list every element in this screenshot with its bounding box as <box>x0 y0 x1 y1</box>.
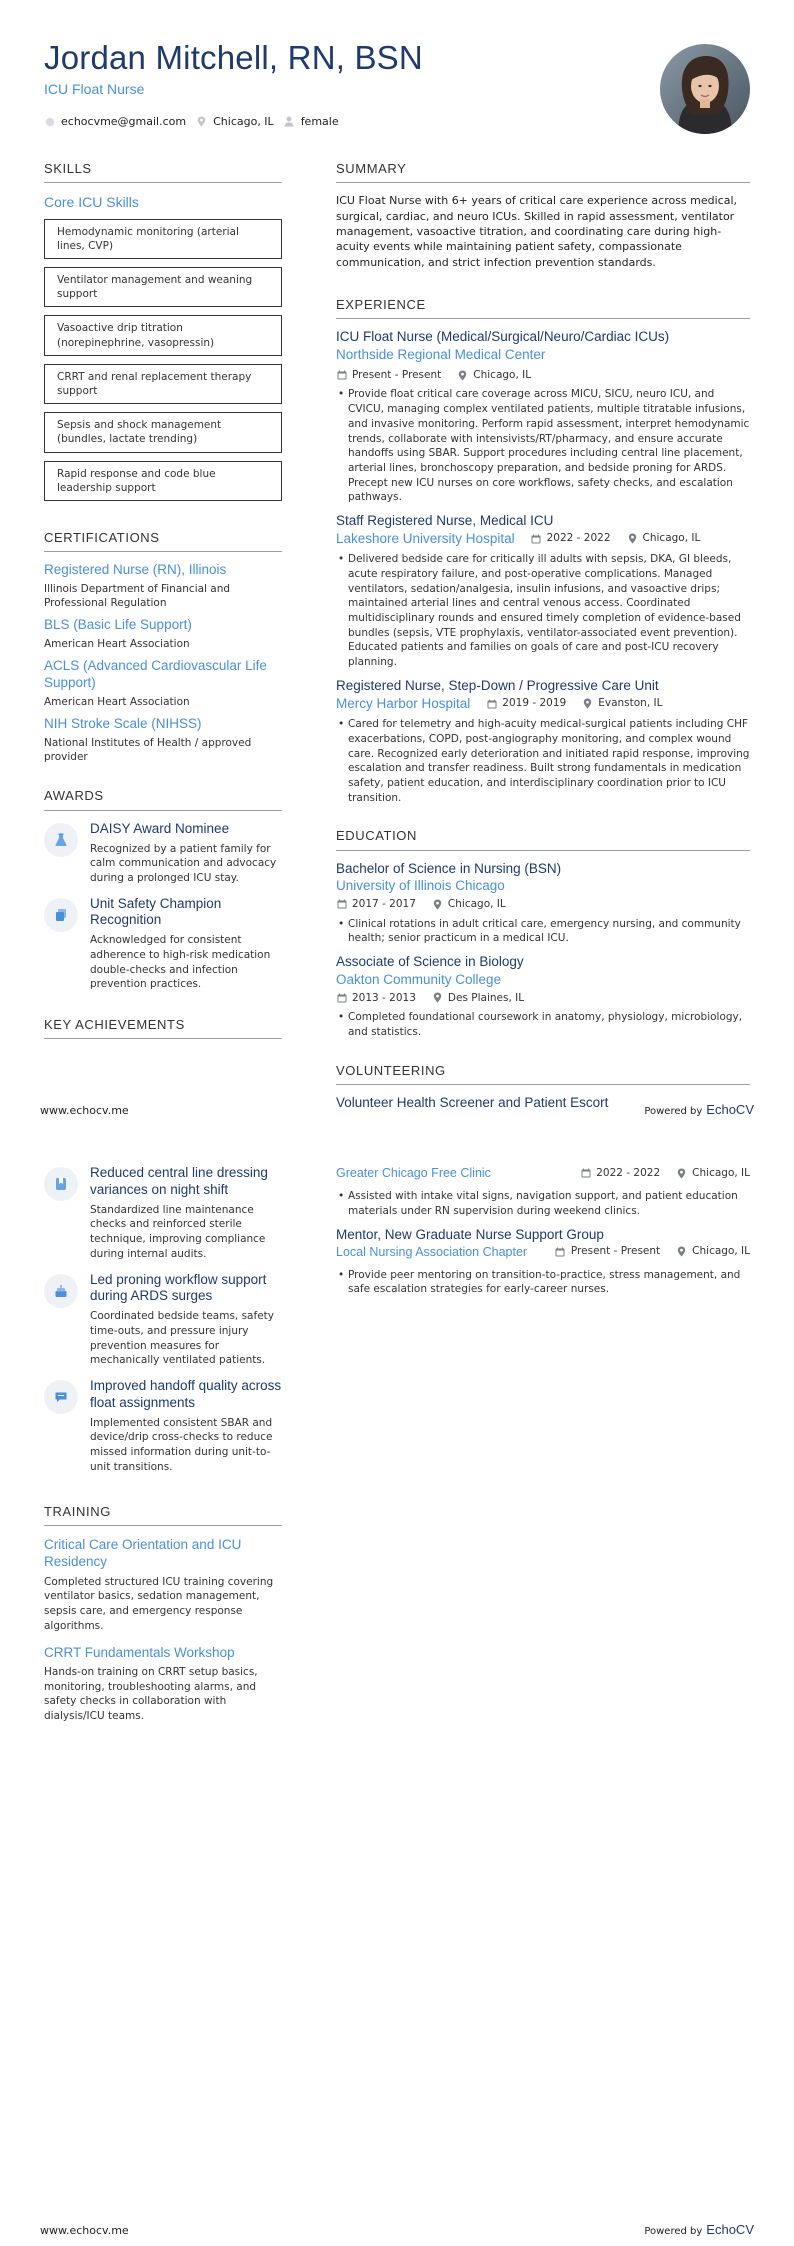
experience-item <box>336 678 750 806</box>
job-location <box>457 368 531 383</box>
volunteering-heading: VOLUNTEERING <box>336 1062 750 1085</box>
job-dates <box>531 531 611 546</box>
certifications-heading: CERTIFICATIONS <box>44 529 282 552</box>
award-desc: Acknowledged for consistent adherence to high-risk medication double-checks and infection prevention practices. <box>90 934 271 991</box>
skills-heading: SKILLS <box>44 160 282 183</box>
school-name: Oakton Community College <box>336 971 502 987</box>
resume-page-2 <box>0 1123 794 2246</box>
job-meta <box>486 696 662 711</box>
bookmark-icon <box>44 1167 78 1201</box>
achievement-desc: Coordinated bedside teams, safety time-outs, and pressure injury prevention measures for mechanically ventilated patients. <box>90 1310 274 1367</box>
candidate-name: Jordan Mitchell, RN, BSN <box>44 39 423 76</box>
education-location <box>432 897 506 912</box>
calendar-icon <box>486 698 497 709</box>
education-item <box>336 861 750 946</box>
location-pin-icon <box>196 116 207 127</box>
volunteer-dates <box>580 1166 660 1181</box>
education-item <box>336 954 750 1039</box>
right-column <box>336 160 750 1112</box>
job-company-row <box>336 530 750 548</box>
training-name: Critical Care Orientation and ICU Residency <box>44 1536 242 1570</box>
job-location-text: Chicago, IL <box>642 532 701 545</box>
at-icon <box>44 116 55 127</box>
experience-item <box>336 329 750 505</box>
left-column <box>44 160 282 1049</box>
cert-org: National Institutes of Health / approved provider <box>44 737 252 764</box>
achievement-title: Improved handoff quality across float assignments <box>90 1378 282 1410</box>
volunteer-item <box>336 1165 750 1219</box>
footer-powered <box>644 1101 754 1119</box>
education-heading: EDUCATION <box>336 827 750 850</box>
footer-site[interactable]: www.echocv.me <box>40 2224 129 2237</box>
achievement-title: Reduced central line dressing variances on night shift <box>90 1165 268 1197</box>
calendar-icon <box>580 1168 591 1179</box>
education-dates-text: 2017 - 2017 <box>352 898 416 911</box>
skill-item: CRRT and renal replacement therapy support <box>44 364 282 404</box>
job-company-row <box>336 695 750 713</box>
job-company: Lakeshore University Hospital <box>336 530 515 546</box>
location-pin-icon <box>432 992 443 1003</box>
contact-gender <box>284 114 339 129</box>
cert-name: ACLS (Advanced Cardiovascular Life Support) <box>44 658 267 691</box>
degree-title: Associate of Science in Biology <box>336 954 524 970</box>
job-description: • Delivered bedside care for critically ill adults with sepsis, DKA, GI bleeds, acute respiratory failure, and post-operative complications. Managed ventilators, sedation/analgesia, insulin infusions, and vasoactive drips; maintained arterial lines and central venous access. Coordinated multidisciplinary rounds and ensured timely completion of evidence-based bundles (sepsis, VTE prophylaxis, ventilator-associated event prevention). Educated patients and families on goals of care and post-ICU recovery planning. <box>336 552 750 670</box>
education-location-text: Chicago, IL <box>447 898 506 911</box>
cert-name: Registered Nurse (RN), Illinois <box>44 562 227 578</box>
volunteer-dates-text: 2022 - 2022 <box>596 1166 661 1179</box>
location-pin-icon <box>676 1168 687 1179</box>
left-column-continued <box>44 1165 282 1734</box>
job-dates <box>336 368 441 383</box>
experience-heading: EXPERIENCE <box>336 296 750 319</box>
award-title: Unit Safety Champion Recognition <box>90 895 222 928</box>
volunteer-meta <box>555 1244 750 1259</box>
education-description: • Completed foundational coursework in anatomy, physiology, microbiology, and statistics. <box>336 1010 750 1039</box>
volunteer-item <box>336 1227 750 1298</box>
awards-heading: AWARDS <box>44 787 282 810</box>
achievement-item <box>44 1378 282 1475</box>
education-dates <box>336 897 416 912</box>
job-location-text: Evanston, IL <box>598 697 663 710</box>
cert-org: American Heart Association <box>44 638 190 651</box>
chat-icon <box>44 1380 78 1414</box>
volunteer-description: • Provide peer mentoring on transition-to-practice, stress management, and safe escalation strategies for early-career nurses. <box>336 1268 750 1297</box>
job-location <box>582 696 662 711</box>
skill-item: Hemodynamic monitoring (arterial lines, CVP) <box>44 219 282 259</box>
powered-by-text: Powered by <box>644 2226 703 2237</box>
achievement-item <box>44 1272 282 1369</box>
footer-powered <box>644 2221 754 2239</box>
volunteer-org: Local Nursing Association Chapter <box>336 1244 528 1259</box>
person-icon <box>284 116 295 127</box>
volunteer-location-text: Chicago, IL <box>692 1245 750 1258</box>
job-location <box>627 531 701 546</box>
skill-group-title: Core ICU Skills <box>44 194 139 211</box>
contact-email[interactable] <box>44 114 186 129</box>
job-dates-text: Present - Present <box>352 368 442 381</box>
volunteer-org-row <box>336 1165 750 1181</box>
volunteer-org-row <box>336 1244 750 1260</box>
achievements-heading: KEY ACHIEVEMENTS <box>44 1016 282 1039</box>
job-description: • Provide float critical care coverage across MICU, SICU, neuro ICU, and CVICU, managing complex ventilated patients, multiple titratable infusions, and invasive monitoring. Perform rapid assessment, interpret hemodynamic trends, collaborate with intensivists/RT/pharmacy, and ensure accurate handoffs using SBAR. Support procedures including central line placement, arterial lines, bronchoscopy preparation, and bedside proning for ARDS. Precept new ICU nurses on core workflows, safety checks, and escalation pathways. <box>336 387 750 505</box>
email-text: echocvme@gmail.com <box>61 114 187 128</box>
job-dates-text: 2022 - 2022 <box>546 532 611 545</box>
location-pin-icon <box>432 899 443 910</box>
volunteer-description: • Assisted with intake vital signs, navigation support, and patient education materials under RN supervision during weekend clinics. <box>336 1189 750 1218</box>
education-location <box>432 991 524 1006</box>
job-meta <box>336 368 750 383</box>
resume-header <box>44 40 644 129</box>
cert-name: BLS (Basic Life Support) <box>44 617 192 633</box>
achievement-title: Led proning workflow support during ARDS surges <box>90 1271 267 1304</box>
job-dates-text: 2019 - 2019 <box>502 697 567 710</box>
skill-item: Ventilator management and weaning support <box>44 267 282 307</box>
calendar-icon <box>336 899 347 910</box>
education-description: • Clinical rotations in adult critical care, emergency nursing, and community health; senior practicum in a medical ICU. <box>336 917 750 946</box>
location-pin-icon <box>627 533 638 544</box>
contact-location <box>196 114 274 129</box>
achievement-desc: Implemented consistent SBAR and device/drip cross-checks to reduce missed information during unit-to-unit transitions. <box>90 1416 273 1473</box>
training-desc: Hands-on training on CRRT setup basics, monitoring, troubleshooting alarms, and safety checks in collaboration with dialysis/ICU teams. <box>44 1666 258 1723</box>
award-item <box>44 821 282 886</box>
job-location-text: Chicago, IL <box>473 368 532 381</box>
brand-logo[interactable]: EchoCV <box>706 2222 754 2237</box>
job-dates <box>486 696 566 711</box>
calendar-icon <box>336 992 347 1003</box>
contact-row <box>44 114 644 129</box>
achievement-desc: Standardized line maintenance checks and reinforced sterile technique, improving compliance during internal audits. <box>90 1203 266 1260</box>
training-name: CRRT Fundamentals Workshop <box>44 1644 235 1660</box>
profile-photo <box>660 44 750 134</box>
summary-text: ICU Float Nurse with 6+ years of critical care experience across medical, surgical, cardiac, and neuro ICUs. Skilled in rapid assessment, ventilator management, vasoactive titration, and coordinating care during high-acuity events while maintaining patient safety, compassionate communication, and strict infection prevention standards. <box>336 194 738 269</box>
job-company: Northside Regional Medical Center <box>336 347 546 363</box>
volunteer-location <box>676 1166 750 1181</box>
volunteer-location-text: Chicago, IL <box>692 1166 750 1179</box>
job-meta <box>531 531 701 546</box>
experience-item <box>336 513 750 670</box>
candidate-role: ICU Float Nurse <box>44 81 145 98</box>
flask-icon <box>44 823 78 857</box>
education-meta <box>336 897 750 912</box>
job-title: Registered Nurse, Step-Down / Progressive Care Unit <box>336 677 659 693</box>
brand-logo[interactable]: EchoCV <box>706 1102 754 1117</box>
cert-name: NIH Stroke Scale (NIHSS) <box>44 716 202 732</box>
powered-by-text: Powered by <box>644 1106 703 1117</box>
calendar-icon <box>336 370 347 381</box>
education-dates-text: 2013 - 2013 <box>352 991 416 1004</box>
job-title: ICU Float Nurse (Medical/Surgical/Neuro/Cardiac ICUs) <box>336 329 670 345</box>
job-description: • Cared for telemetry and high-acuity medical-surgical patients including CHF exacerbations, COPD, post-angiography monitoring, and complex wound care. Recognized early deterioration and initiated rapid response, improving escalation and transfer readiness. Built strong fundamentals in medication safety, patient education, and interdisciplinary coordination prior to ICU transition. <box>336 717 750 805</box>
volunteer-meta <box>580 1166 750 1181</box>
summary-heading: SUMMARY <box>336 160 750 183</box>
award-title: DAISY Award Nominee <box>90 820 230 836</box>
footer-site[interactable]: www.echocv.me <box>40 1104 129 1117</box>
skill-item: Vasoactive drip titration (norepinephrine, vasopressin) <box>44 315 282 355</box>
education-dates <box>336 991 416 1006</box>
job-title: Staff Registered Nurse, Medical ICU <box>336 512 554 528</box>
volunteer-title: Mentor, New Graduate Nurse Support Group <box>336 1226 604 1242</box>
cert-org: Illinois Department of Financial and Professional Regulation <box>44 582 231 610</box>
cert-org: American Heart Association <box>44 696 190 709</box>
skill-item: Sepsis and shock management (bundles, lactate trending) <box>44 412 282 452</box>
volunteer-org: Greater Chicago Free Clinic <box>336 1166 491 1180</box>
volunteer-dates <box>555 1244 660 1259</box>
gender-text: female <box>300 114 339 128</box>
location-text: Chicago, IL <box>213 114 274 128</box>
location-pin-icon <box>582 698 593 709</box>
training-desc: Completed structured ICU training covering ventilator basics, sedation management, sepsis care, and emergency response algorithms. <box>44 1575 274 1632</box>
award-item <box>44 896 282 993</box>
school-name: University of Illinois Chicago <box>336 878 505 894</box>
calendar-icon <box>555 1246 566 1257</box>
right-column-continued <box>336 1165 750 1297</box>
location-pin-icon <box>676 1246 687 1257</box>
copy-icon <box>44 898 78 932</box>
education-meta <box>336 991 750 1006</box>
degree-title: Bachelor of Science in Nursing (BSN) <box>336 860 562 876</box>
job-company: Mercy Harbor Hospital <box>336 695 471 711</box>
volunteer-location <box>676 1244 750 1259</box>
volunteer-dates-text: Present - Present <box>570 1245 661 1258</box>
award-desc: Recognized by a patient family for calm communication and advocacy during a prolonged ICU stay. <box>90 842 277 884</box>
skill-item: Rapid response and code blue leadership support <box>44 461 282 501</box>
location-pin-icon <box>457 370 468 381</box>
cake-icon <box>44 1274 78 1308</box>
training-heading: TRAINING <box>44 1503 282 1526</box>
calendar-icon <box>531 533 542 544</box>
volunteer-title: Volunteer Health Screener and Patient Escort <box>336 1094 609 1110</box>
achievement-item <box>44 1165 282 1262</box>
education-location-text: Des Plaines, IL <box>447 991 525 1004</box>
